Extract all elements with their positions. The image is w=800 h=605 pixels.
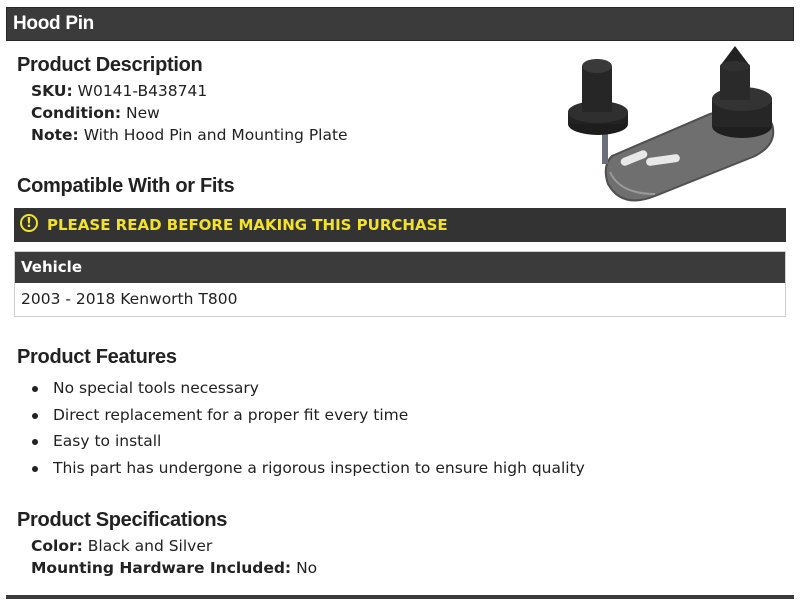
hood-pin-product-image (560, 44, 780, 204)
page-title: Hood Pin (13, 13, 94, 34)
sku-label: SKU: (31, 82, 73, 100)
warning-icon: ! (20, 214, 38, 232)
vehicle-table (14, 251, 786, 317)
note-value: With Hood Pin and Mounting Plate (83, 126, 348, 144)
color-line (31, 537, 212, 555)
feature-text: Direct replacement for a proper fit every time (53, 406, 409, 424)
hardware-label: Mounting Hardware Included: (31, 559, 292, 577)
product-features-heading: Product Features (17, 346, 177, 368)
bullet-icon (32, 386, 38, 392)
table-row: 2003 - 2018 Kenworth T800 (21, 290, 238, 308)
sku-value: W0141-B438741 (77, 82, 208, 100)
title-bar (6, 7, 794, 41)
condition-label: Condition: (31, 104, 122, 122)
feature-text: Easy to install (53, 432, 162, 450)
note-label: Note: (31, 126, 79, 144)
color-value: Black and Silver (87, 537, 213, 555)
vehicle-table-header: Vehicle (15, 252, 785, 283)
hardware-line (31, 559, 317, 577)
color-label: Color: (31, 537, 83, 555)
bullet-icon (32, 466, 38, 472)
product-description-heading: Product Description (17, 54, 203, 76)
sku-line (31, 82, 207, 100)
feature-text: No special tools necessary (53, 379, 259, 397)
notice-text: PLEASE READ BEFORE MAKING THIS PURCHASE (47, 216, 448, 234)
bullet-icon (32, 439, 38, 445)
condition-line (31, 104, 160, 122)
product-specifications-heading: Product Specifications (17, 509, 228, 531)
hardware-value: No (296, 559, 318, 577)
condition-value: New (126, 104, 160, 122)
bullet-icon (32, 413, 38, 419)
purchase-notice-banner (14, 208, 786, 242)
compatible-heading: Compatible With or Fits (17, 175, 235, 197)
note-line (31, 126, 348, 144)
feature-text: This part has undergone a rigorous inspection to ensure high quality (53, 459, 585, 477)
bottom-divider (6, 595, 794, 599)
